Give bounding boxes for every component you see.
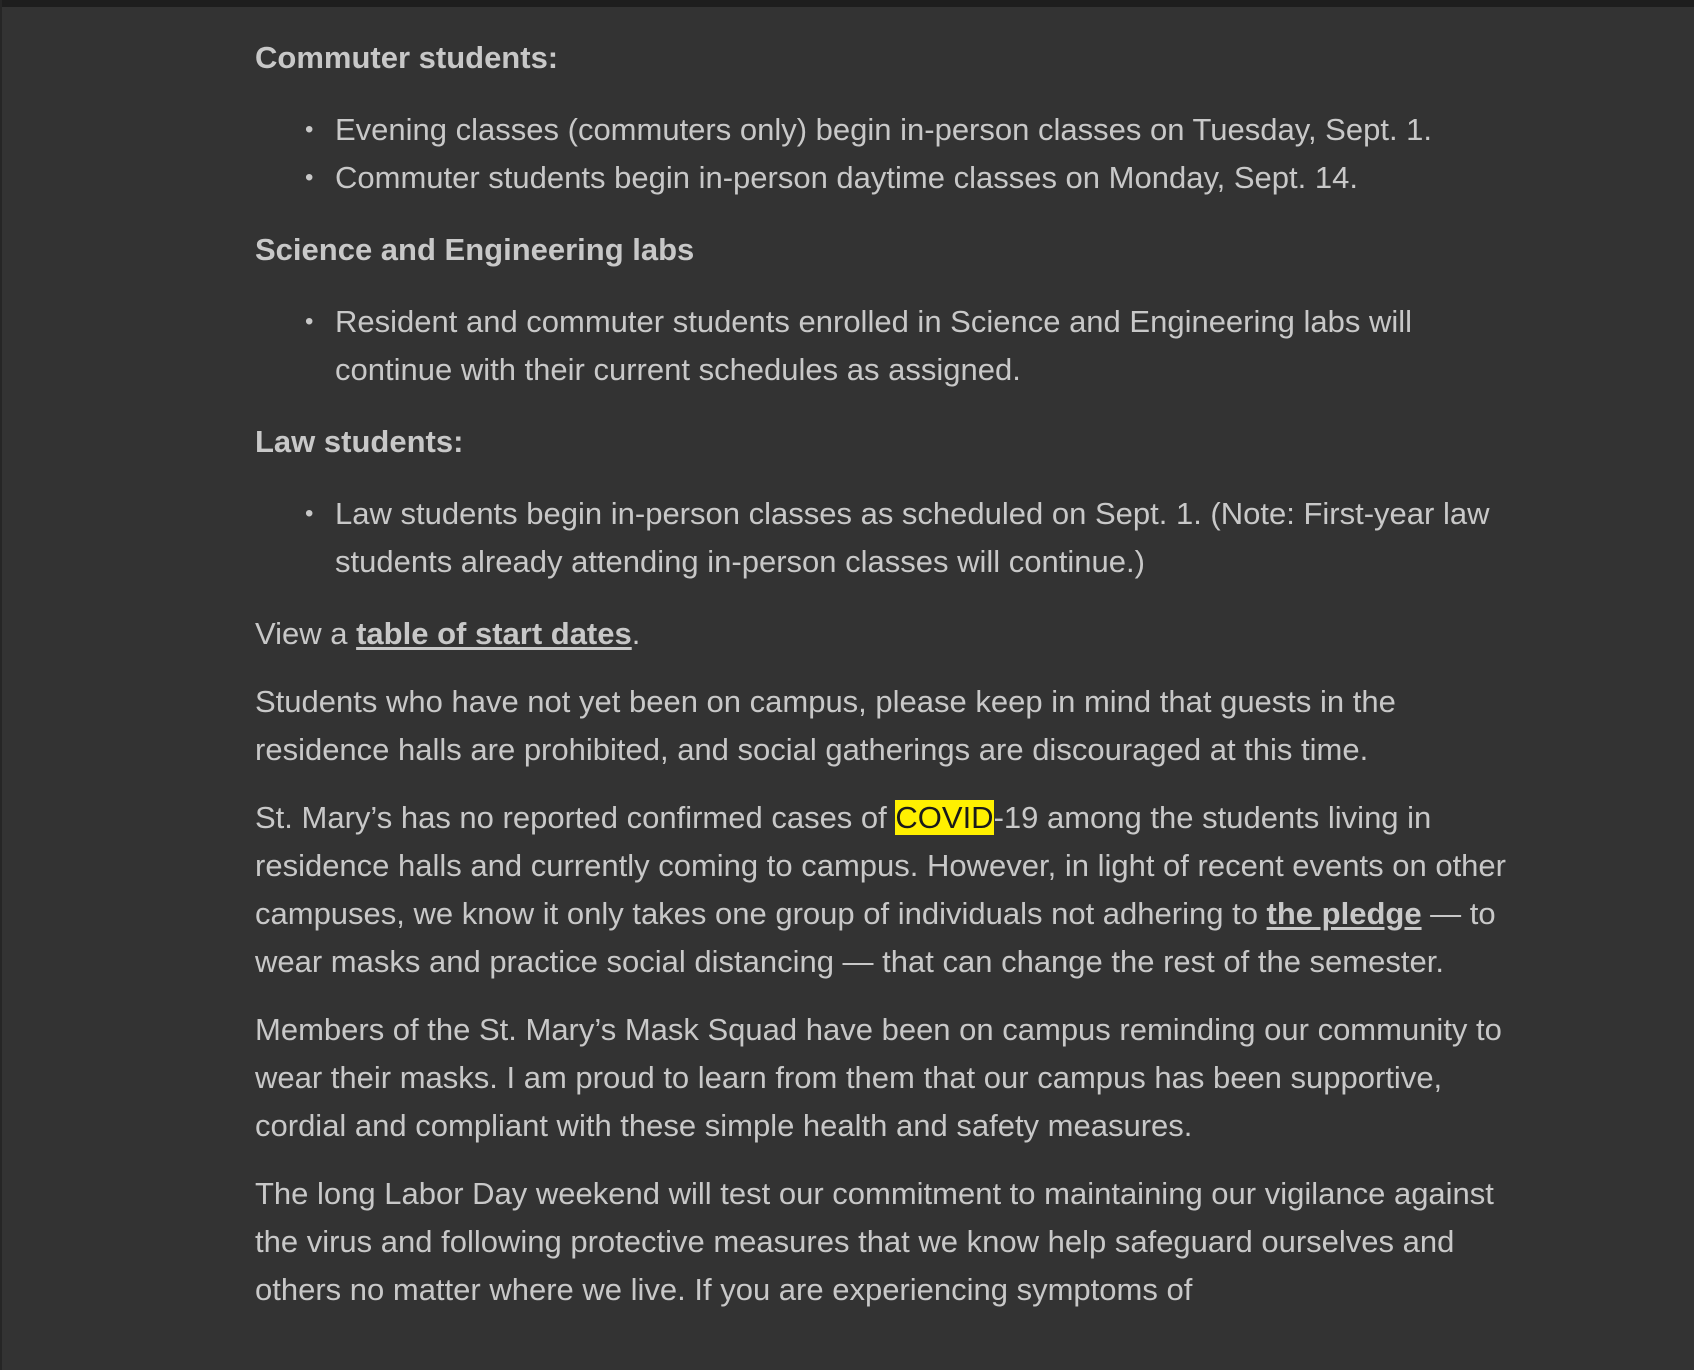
commuter-heading: Commuter students: [255,40,559,75]
labs-list [255,298,1515,394]
law-list [255,490,1515,586]
list-item-text: Resident and commuter students enrolled in Science and Engineering labs will continue with their current schedules as assigned. [335,304,1413,387]
search-highlight: COVID [895,800,994,835]
bullet-icon: • [305,308,314,335]
table-of-start-dates-link[interactable]: table of start dates [356,616,632,651]
guests-paragraph: Students who have not yet been on campus, please keep in mind that guests in the residence halls are prohibited, and social gatherings are discouraged at this time. [255,684,1396,767]
bullet-icon: • [305,116,314,143]
view-suffix: . [631,616,641,651]
list-item [305,106,1515,154]
list-item-text: Commuter students begin in-person daytime classes on Monday, Sept. 14. [335,160,1358,195]
mask-squad-paragraph: Members of the St. Mary’s Mask Squad have been on campus reminding our community to wear their masks. I am proud to learn from them that our campus has been supportive, cordial and compliant with these simple health and safety measures. [255,1012,1502,1143]
covid-paragraph-end: — to wear masks and practice social distancing — that can change the rest of the semester. [255,896,1496,979]
view-prefix: View a [255,616,357,651]
list-item [305,154,1515,202]
bullet-icon: • [305,500,314,527]
list-item [305,298,1515,394]
bullet-icon: • [305,164,314,191]
covid-paragraph [255,794,1515,986]
list-item-text: Evening classes (commuters only) begin in-person classes on Tuesday, Sept. 1. [335,112,1433,147]
labs-heading: Science and Engineering labs [255,232,695,267]
list-item [305,490,1515,586]
window-top-edge [0,0,1694,7]
view-start-dates-line [255,610,1515,658]
covid-paragraph-start: St. Mary’s has no reported confirmed cases of [255,800,896,835]
covid-paragraph-middle: -19 among the students living in residence halls and currently coming to campus. However, in light of recent events on other campuses, we know it only takes one group of individuals not adhering to [255,800,1506,931]
the-pledge-link[interactable]: the pledge [1266,896,1422,931]
law-heading: Law students: [255,424,464,459]
article-body [255,34,1515,1334]
commuter-list [255,106,1515,202]
labor-day-paragraph: The long Labor Day weekend will test our commitment to maintaining our vigilance against the virus and following protective measures that we know help safeguard ourselves and others no matter where we live. If you are experiencing symptoms of [255,1176,1494,1307]
list-item-text: Law students begin in-person classes as scheduled on Sept. 1. (Note: First-year law students already attending in-person classes will continue.) [335,496,1490,579]
window-left-edge [0,0,2,1370]
